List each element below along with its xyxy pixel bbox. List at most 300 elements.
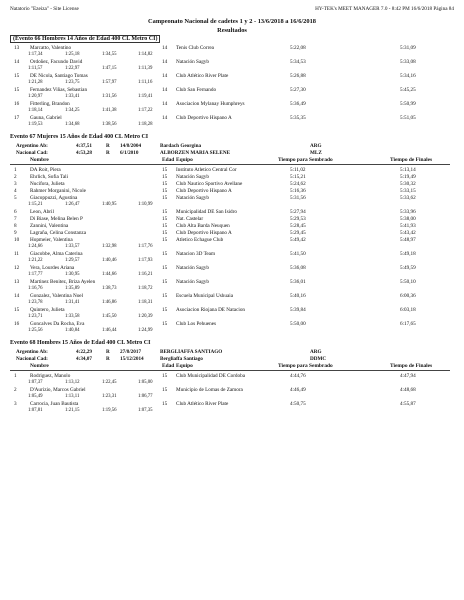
split-times [10, 394, 450, 400]
final-time: 5:19,49 [400, 174, 416, 180]
seed-time: 5:24,62 [290, 181, 306, 187]
split-time: 1:45,50 [102, 314, 117, 319]
final-time: 6:03,18 [400, 307, 416, 313]
final-time: 5:41,93 [400, 223, 416, 229]
split-time: 1:25,56 [28, 328, 43, 333]
record-date: 14/8/2004 [120, 143, 142, 149]
split-time: 1:34,55 [102, 52, 117, 57]
record-holder: ALBORZEN MARIA SELENE [160, 150, 231, 156]
split-time: 1:44,66 [102, 272, 117, 277]
split-time: 1:17,77 [28, 272, 43, 277]
swimmer-name: Marcatto, Valentino [30, 45, 72, 51]
split-time: 1:35,89 [65, 286, 80, 291]
event-title [10, 36, 160, 42]
split-time: 1:20,97 [28, 94, 43, 99]
final-time: 5:13,14 [400, 167, 416, 173]
seed-time: 5:36,01 [290, 279, 306, 285]
age: 15 [162, 293, 168, 299]
col-final: Tiempo de Finales [390, 363, 433, 369]
split-time: 1:16,76 [28, 286, 43, 291]
split-time: 1:21,15 [65, 408, 80, 413]
split-time: 1:11,39 [138, 66, 153, 71]
result-row [10, 209, 450, 216]
result-row [10, 293, 450, 300]
place: 3 [14, 401, 17, 407]
final-time: 5:50,10 [400, 279, 416, 285]
event-title-text: Evento 67 Mujeres 15 Años de Edad 400 CL Metro CI [10, 134, 149, 140]
team: Natacion 3D Team [176, 251, 216, 257]
split-times [10, 122, 450, 128]
col-seed: Tiempo para Sembrado [278, 363, 333, 369]
split-time: 1:38,56 [102, 122, 117, 127]
event-title [10, 134, 148, 140]
swimmer-name: Fernandez Viñas, Sebastian [30, 87, 88, 93]
split-time: 1:34,68 [65, 122, 80, 127]
seed-time: 5:31,56 [290, 195, 306, 201]
result-row [10, 373, 450, 380]
final-time: 5:33,08 [400, 59, 416, 65]
result-row [10, 174, 450, 181]
meet-manager-info: HY-TEK's MEET MANAGER 7.0 - 8:42 PM 16/6/2018 Página 84 [315, 6, 454, 12]
place: 11 [14, 251, 19, 257]
split-time: 1:07,37 [28, 380, 43, 385]
result-row [10, 167, 450, 174]
result-row [10, 230, 450, 237]
split-time: 1:25,18 [65, 52, 80, 57]
place: 13 [14, 45, 20, 51]
final-time: 5:48,97 [400, 237, 416, 243]
team: Club Deportivo Hispano A [176, 188, 232, 194]
record-flag: R [106, 356, 110, 362]
swimmer-name: Ordoñez, Facundo David [30, 59, 83, 65]
page-header [10, 6, 454, 13]
record-date: 15/12/2014 [120, 356, 144, 362]
place: 2 [14, 387, 17, 393]
age: 15 [162, 373, 168, 379]
result-row [10, 279, 450, 286]
team: Natación Sagyb [176, 265, 209, 271]
split-time: 1:07,81 [28, 408, 43, 413]
split-times [10, 258, 450, 264]
split-times [10, 300, 450, 306]
age: 14 [162, 115, 168, 121]
record-label: Argentino Ab: [16, 143, 48, 149]
split-time: 1:10,99 [138, 202, 153, 207]
place: 3 [14, 181, 17, 187]
final-time: 5:50,99 [400, 101, 416, 107]
place: 14 [14, 59, 20, 65]
final-time: 4:55,87 [400, 401, 416, 407]
record-row [10, 356, 450, 363]
seed-time: 5:36,08 [290, 265, 306, 271]
split-times [10, 328, 450, 334]
split-time: 1:33,57 [65, 244, 80, 249]
place: 15 [14, 73, 20, 79]
final-time: 5:31,09 [400, 45, 416, 51]
split-times [10, 66, 450, 72]
result-row [10, 115, 450, 122]
result-row [10, 195, 450, 202]
team: Instituto Atletico Central Cor [176, 167, 237, 173]
team: Atletico Echague Club [176, 237, 224, 243]
swimmer-name: Gauna, Gabriel [30, 115, 62, 121]
split-time: 1:23,75 [65, 80, 80, 85]
seed-time: 5:39,84 [290, 307, 306, 313]
team: Club Atlético River Plate [176, 401, 229, 407]
seed-time: 5:28,45 [290, 223, 306, 229]
final-time: 5:33,96 [400, 209, 416, 215]
col-age: Edad [162, 363, 175, 369]
swimmer-name: Hopmeier, Valentina [30, 237, 73, 243]
column-header-row [10, 157, 450, 164]
event-title-text: (Evento 66 Hombres 14 Años de Edad 400 CL Metro CI) [10, 35, 160, 43]
results-title: Resultados [217, 27, 247, 34]
final-time: 6:00,36 [400, 293, 416, 299]
place: 2 [14, 174, 17, 180]
team: Natación Sagyb [176, 279, 209, 285]
age: 14 [162, 59, 168, 65]
record-flag: R [106, 349, 110, 355]
result-row [10, 307, 450, 314]
age: 14 [162, 87, 168, 93]
record-holder: Bardach Georgina [160, 143, 202, 149]
record-row [10, 143, 450, 150]
split-time: 1:16,21 [138, 272, 153, 277]
col-seed: Tiempo para Sembrado [278, 157, 333, 163]
split-time: 1:06,77 [138, 394, 153, 399]
age: 15 [162, 251, 168, 257]
split-times [10, 94, 450, 100]
place: 4 [14, 188, 17, 194]
split-time: 1:15,21 [28, 202, 43, 207]
seed-time: 5:27,94 [290, 209, 306, 215]
swimmer-name: Di Biase, Melina Belen P [30, 216, 83, 222]
age: 15 [162, 167, 168, 173]
final-time: 4:48,68 [400, 387, 416, 393]
team: Natación Sagyb [176, 195, 209, 201]
team: Tenis Club Correa [176, 45, 214, 51]
seed-time: 5:40,16 [290, 293, 306, 299]
age: 15 [162, 174, 168, 180]
age: 15 [162, 230, 168, 236]
age: 15 [162, 181, 168, 187]
place: 17 [14, 115, 20, 121]
split-time: 1:18,72 [138, 286, 153, 291]
seed-time: 5:27,30 [290, 87, 306, 93]
place: 7 [14, 216, 17, 222]
split-time: 1:22,97 [65, 66, 80, 71]
result-row [10, 101, 450, 108]
record-time: 4:37,51 [76, 143, 92, 149]
split-time: 1:14,82 [138, 52, 153, 57]
place: 5 [14, 195, 17, 201]
record-time: 4:34,07 [76, 356, 92, 362]
age: 15 [162, 307, 168, 313]
split-time: 1:29,57 [65, 258, 80, 263]
record-time: 4:22,29 [76, 349, 92, 355]
result-row [10, 73, 450, 80]
split-time: 1:31,41 [65, 300, 80, 305]
final-time: 5:49,18 [400, 251, 416, 257]
age: 15 [162, 195, 168, 201]
split-time: 1:19,41 [138, 94, 153, 99]
swimmer-name: Martinez Benitez, Briza Ayelen [30, 279, 96, 285]
final-time: 5:33,62 [400, 195, 416, 201]
seed-time: 5:34,53 [290, 59, 306, 65]
swimmer-name: Zannini, Valentina [30, 223, 69, 229]
result-row [10, 237, 450, 244]
result-row [10, 181, 450, 188]
final-time: 5:45,25 [400, 87, 416, 93]
team: Club Deportivo Hispano A [176, 115, 232, 121]
record-flag: R [106, 143, 110, 149]
split-times [10, 80, 450, 86]
swimmer-name: Carrocia, Juan Bautista [30, 401, 79, 407]
swimmer-name: D'Aurizio, Marcos Gabriel [30, 387, 86, 393]
seed-time: 4:50,75 [290, 401, 306, 407]
result-row [10, 87, 450, 94]
split-times [10, 108, 450, 114]
split-times [10, 286, 450, 292]
final-time: 5:33,15 [400, 188, 416, 194]
swimmer-name: Rodriguez, Manolo [30, 373, 71, 379]
place: 16 [14, 101, 20, 107]
split-time: 1:07,35 [138, 408, 153, 413]
split-times [10, 52, 450, 58]
split-time: 1:18,31 [138, 300, 153, 305]
split-time: 1:21,22 [28, 258, 43, 263]
event-title-text: Evento 68 Hombres 15 Años de Edad 400 CL Metro CI [10, 340, 151, 346]
seed-time: 5:29,45 [290, 230, 306, 236]
split-time: 1:18,14 [28, 108, 43, 113]
age: 14 [162, 45, 168, 51]
record-time: 4:53,28 [76, 150, 92, 156]
record-row [10, 150, 450, 157]
final-time: 5:30,32 [400, 181, 416, 187]
result-row [10, 251, 450, 258]
age: 15 [162, 223, 168, 229]
place: 1 [14, 373, 17, 379]
split-time: 1:13,11 [65, 394, 80, 399]
age: 15 [162, 265, 168, 271]
swimmer-name: DE Nicola, Santiago Tomas [30, 73, 88, 79]
team: Natación Sagyb [176, 59, 209, 65]
seed-time: 4:46,49 [290, 387, 306, 393]
split-time: 1:40,46 [102, 258, 117, 263]
age: 14 [162, 101, 168, 107]
split-times [10, 202, 450, 208]
age: 15 [162, 209, 168, 215]
place: 16 [14, 321, 20, 327]
column-header-row [10, 363, 450, 370]
team: Escuela Municipal Ushuaia [176, 293, 234, 299]
final-time: 5:51,05 [400, 115, 416, 121]
team: Club Alta Barda Neuquen [176, 223, 230, 229]
split-time: 1:23,78 [28, 300, 43, 305]
final-time: 5:34,16 [400, 73, 416, 79]
seed-time: 5:49,42 [290, 237, 306, 243]
record-code: DDMC [310, 356, 327, 362]
record-date: 27/8/2017 [120, 349, 142, 355]
split-time: 1:23,71 [28, 314, 43, 319]
result-row [10, 45, 450, 52]
col-name: Nombre [30, 157, 49, 163]
swimmer-name: Leon, Abril [30, 209, 54, 215]
record-code: MLZ [310, 150, 322, 156]
swimmer-name: Rahmer Morganini, Nicole [30, 188, 86, 194]
split-time: 1:24,66 [28, 244, 43, 249]
split-time: 1:11,16 [138, 80, 153, 85]
col-final: Tiempo de Finales [390, 157, 433, 163]
place: 15 [14, 87, 20, 93]
seed-time: 5:41,50 [290, 251, 306, 257]
split-time: 1:23,31 [102, 394, 117, 399]
record-label: Nacional Cad: [16, 150, 48, 156]
swimmer-name: Fitterling, Brandon [30, 101, 70, 107]
place: 8 [14, 223, 17, 229]
swimmer-name: Ehrlich, Sofia Tali [30, 174, 69, 180]
final-time: 5:38,00 [400, 216, 416, 222]
split-times [10, 380, 450, 386]
split-time: 1:17,34 [28, 52, 43, 57]
swimmer-name: Gonzalez, Valentina Noel [30, 293, 84, 299]
split-time: 1:26,47 [65, 202, 80, 207]
team: Club Atlético River Plate [176, 73, 229, 79]
seed-time: 5:16,36 [290, 188, 306, 194]
header-rule [10, 370, 450, 371]
swimmer-name: Giacoppuzzi, Agustina [30, 195, 78, 201]
seed-time: 5:15,21 [290, 174, 306, 180]
result-row [10, 223, 450, 230]
swimmer-name: Lagraña, Celina Constanza [30, 230, 87, 236]
team: Club Deportivo Hispano A [176, 230, 232, 236]
age: 15 [162, 188, 168, 194]
team: Municipio de Lomas de Zamora [176, 387, 243, 393]
place: 14 [14, 293, 20, 299]
team: Club Nautico Sportivo Avellane [176, 181, 243, 187]
final-time: 6:17,65 [400, 321, 416, 327]
age: 15 [162, 387, 168, 393]
event-title [10, 340, 150, 346]
result-row [10, 216, 450, 223]
place: 1 [14, 167, 17, 173]
record-holder: Bergliaffa Santiago [160, 356, 203, 362]
split-time: 1:30,95 [65, 272, 80, 277]
final-time: 5:49,59 [400, 265, 416, 271]
team: Natación Sagyb [176, 174, 209, 180]
swimmer-name: Nucifora, Julieta [30, 181, 65, 187]
split-time: 1:57,97 [102, 80, 117, 85]
seed-time: 5:36,49 [290, 101, 306, 107]
split-time: 1:40,95 [102, 202, 117, 207]
record-code: ARG [310, 349, 322, 355]
split-time: 1:21,28 [28, 80, 43, 85]
record-label: Argentino Ab: [16, 349, 48, 355]
split-time: 1:13,12 [65, 380, 80, 385]
split-time: 1:24,99 [138, 328, 153, 333]
seed-time: 5:29,53 [290, 216, 306, 222]
header-rule [10, 164, 450, 165]
swimmer-name: Vera, Lourdes Ariana [30, 265, 75, 271]
seed-time: 5:35,35 [290, 115, 306, 121]
result-row [10, 265, 450, 272]
seed-time: 5:11,02 [290, 167, 306, 173]
split-time: 1:05,49 [28, 394, 43, 399]
team: Nat. Castelar [176, 216, 204, 222]
split-time: 1:18,28 [138, 122, 153, 127]
age: 15 [162, 216, 168, 222]
split-time: 1:32,98 [102, 244, 117, 249]
split-time: 1:33,58 [65, 314, 80, 319]
split-time: 1:22,45 [102, 380, 117, 385]
split-time: 1:46,86 [102, 300, 117, 305]
team: Municipalidad DE San Isidro [176, 209, 237, 215]
age: 14 [162, 73, 168, 79]
team: Club Municipalidad DE Cordoba [176, 373, 246, 379]
split-time: 1:05,00 [138, 380, 153, 385]
team: Club San Fernando [176, 87, 217, 93]
final-time: 5:43,42 [400, 230, 416, 236]
place: 6 [14, 209, 17, 215]
col-team: Equipo [176, 363, 193, 369]
split-time: 1:47,15 [102, 66, 117, 71]
team: Asociacion Mylanay Humphreys [176, 101, 245, 107]
record-flag: R [106, 150, 110, 156]
split-time: 1:11,57 [28, 66, 43, 71]
place: 9 [14, 230, 17, 236]
swimmer-name: Goncalves Da Rocha, Eva [30, 321, 85, 327]
split-time: 1:40,84 [65, 328, 80, 333]
record-code: ARG [310, 143, 322, 149]
record-label: Nacional Cad: [16, 356, 48, 362]
split-times [10, 408, 450, 414]
place: 10 [14, 237, 20, 243]
result-row [10, 59, 450, 66]
result-row [10, 387, 450, 394]
split-time: 1:33,41 [65, 94, 80, 99]
col-name: Nombre [30, 363, 49, 369]
final-time: 4:47,94 [400, 373, 416, 379]
age: 15 [162, 401, 168, 407]
swimmer-name: Quintero, Julieta [30, 307, 65, 313]
swimmer-name: Giacobbe, Alma Caterina [30, 251, 83, 257]
seed-time: 4:44,76 [290, 373, 306, 379]
split-time: 1:19,53 [28, 122, 43, 127]
seed-time: 5:22,08 [290, 45, 306, 51]
record-row [10, 349, 450, 356]
split-times [10, 244, 450, 250]
result-row [10, 321, 450, 328]
split-time: 1:46,44 [102, 328, 117, 333]
record-date: 6/1/2010 [120, 150, 139, 156]
seed-time: 5:50,00 [290, 321, 306, 327]
age: 15 [162, 237, 168, 243]
split-time: 1:17,22 [138, 108, 153, 113]
seed-time: 5:26,88 [290, 73, 306, 79]
col-age: Edad [162, 157, 175, 163]
split-time: 1:38,73 [102, 286, 117, 291]
place: 15 [14, 307, 20, 313]
team: Club Los Pehuenes [176, 321, 217, 327]
age: 15 [162, 279, 168, 285]
split-time: 1:34,25 [65, 108, 80, 113]
place: 12 [14, 265, 20, 271]
result-row [10, 188, 450, 195]
place: 13 [14, 279, 20, 285]
split-times [10, 314, 450, 320]
team: Asociacion Riojana DE Natacion [176, 307, 246, 313]
split-time: 1:20,39 [138, 314, 153, 319]
